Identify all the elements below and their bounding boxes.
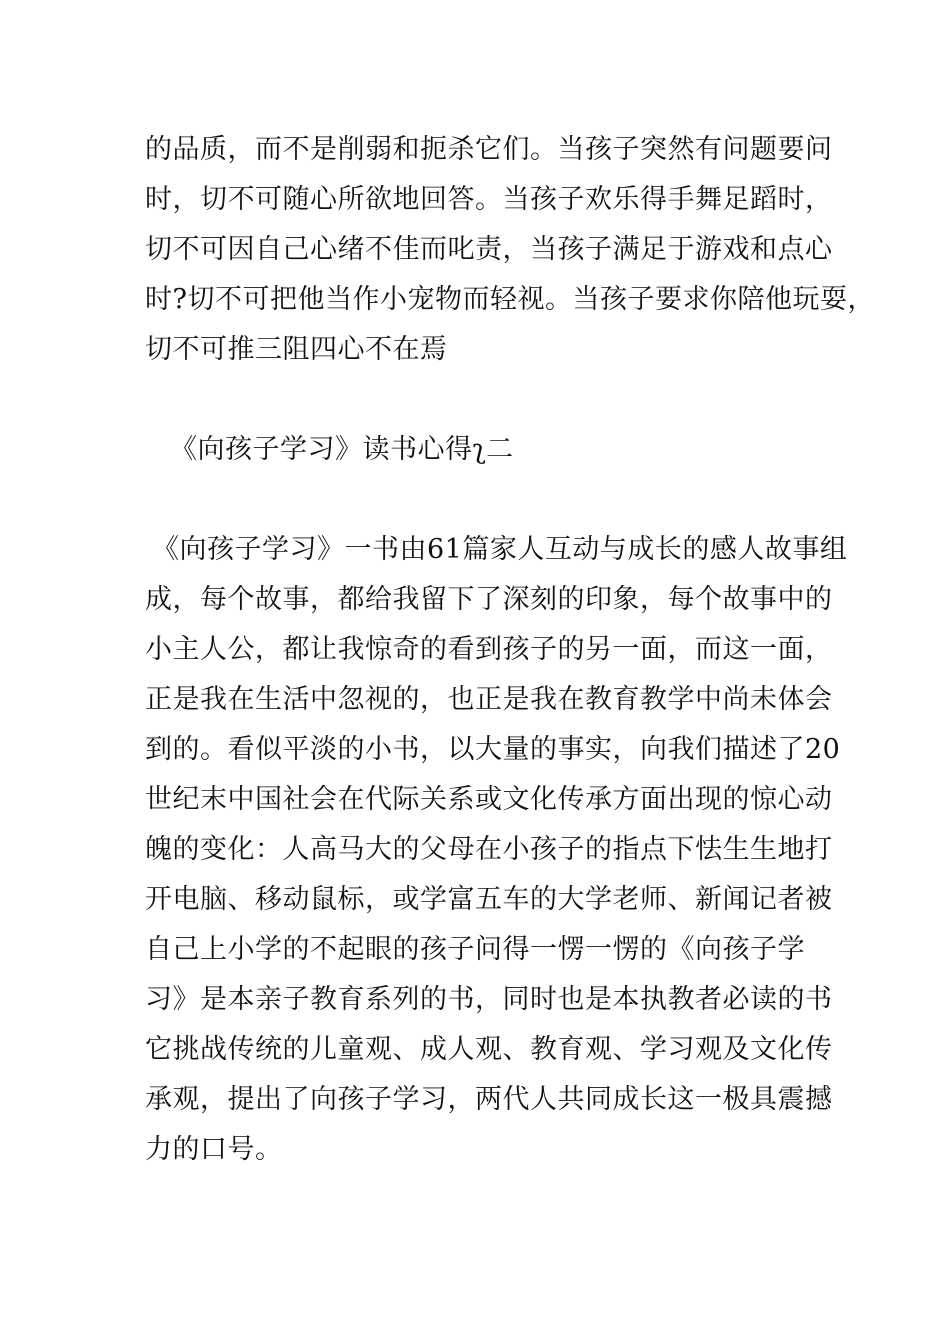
paragraph-line: 的品质，而不是削弱和扼杀它们。当孩子突然有问题要问 bbox=[145, 134, 833, 165]
paragraph-line: 正是我在生活中忽视的，也正是我在教育教学中尚未体会 bbox=[145, 684, 833, 715]
paragraph-line: 自己上小学的不起眼的孩子问得一愣一愣的《向孩子学 bbox=[145, 934, 805, 965]
paragraph-line: 切不可推三阻四心不在焉 bbox=[145, 334, 448, 365]
paragraph-line: 承观，提出了向孩子学习，两代人共同成长这一极具震撼 bbox=[145, 1084, 833, 1115]
paragraph-line: 《向孩子学习》一书由61篇家人互动与成长的感人故事组 bbox=[152, 534, 848, 565]
section-heading: 《向孩子学习》读书心得ʅ二 bbox=[170, 434, 514, 465]
paragraph-line: 到的。看似平淡的小书，以大量的事实，向我们描述了20 bbox=[145, 734, 841, 765]
paragraph-line: 切不可因自己心绪不佳而叱责，当孩子满足于游戏和点心 bbox=[145, 234, 833, 265]
paragraph-line: 力的口号。 bbox=[145, 1134, 283, 1165]
paragraph-line: 魄的变化：人高马大的父母在小孩子的指点下怯生生地打 bbox=[145, 834, 833, 865]
paragraph-line: 成，每个故事，都给我留下了深刻的印象，每个故事中的 bbox=[145, 584, 833, 615]
paragraph-line: 它挑战传统的儿童观、成人观、教育观、学习观及文化传 bbox=[145, 1034, 833, 1065]
paragraph-line: 世纪末中国社会在代际关系或文化传承方面出现的惊心动 bbox=[145, 784, 833, 815]
paragraph-line: 时?切不可把他当作小宠物而轻视。当孩子要求你陪他玩耍， bbox=[145, 284, 875, 315]
paragraph-line: 时，切不可随心所欲地回答。当孩子欢乐得手舞足蹈时， bbox=[145, 184, 833, 215]
paragraph-line: 习》是本亲子教育系列的书，同时也是本执教者必读的书 bbox=[145, 984, 833, 1015]
paragraph-line: 小主人公，都让我惊奇的看到孩子的另一面，而这一面， bbox=[145, 634, 833, 665]
paragraph-line: 开电脑、移动鼠标，或学富五车的大学老师、新闻记者被 bbox=[145, 884, 833, 915]
